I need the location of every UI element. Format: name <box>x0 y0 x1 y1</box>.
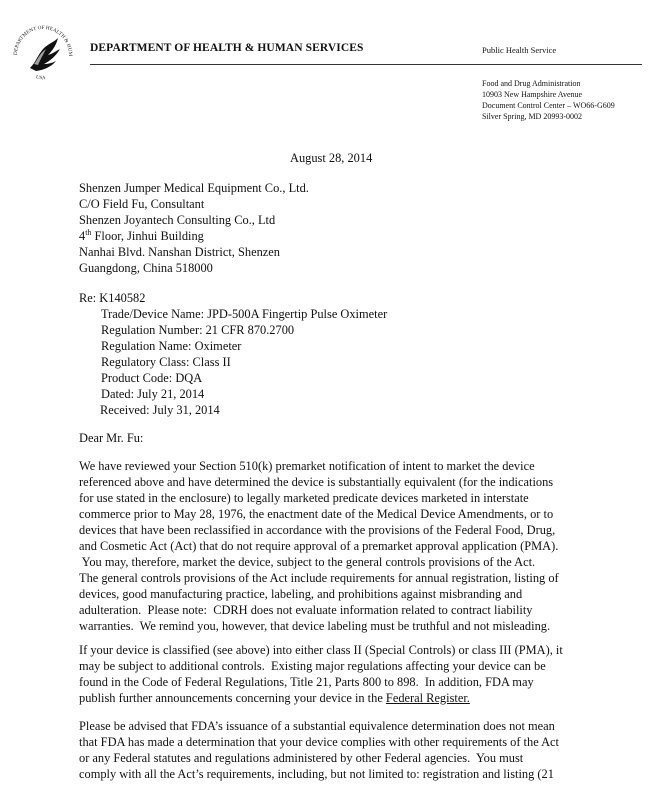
recipient-attention: C/O Field Fu, Consultant <box>79 197 205 211</box>
agency-name: Food and Drug Administration <box>482 79 581 88</box>
reference-block <box>79 290 387 418</box>
paragraph-line: comply with all the Act’s requirements, including, but not limited to: registration and listing (21 <box>79 767 554 781</box>
dated-line: Dated: July 21, 2014 <box>101 387 205 401</box>
paragraph-line: The general controls provisions of the Act include requirements for annual registration, listing of <box>79 571 559 585</box>
seal-text-top: DEPARTMENT OF HEALTH & HUM <box>12 24 74 57</box>
floor-building-name: Floor, Jinhui Building <box>91 229 204 243</box>
paragraph-line-prefix: publish further announcements concerning your device in the <box>79 691 386 705</box>
letter-date: August 28, 2014 <box>290 151 373 165</box>
svg-text:USA <box>35 75 46 81</box>
agency-mail-center: Document Control Center – WO66-G609 <box>482 101 615 110</box>
svg-text:DEPARTMENT OF HEALTH & HUMAN S <box>8 18 73 57</box>
paragraph-classification <box>79 642 589 706</box>
paragraph-line: You may, therefore, market the device, subject to the general controls provisions of the Act. <box>79 555 536 569</box>
reference-number: Re: K140582 <box>79 291 146 305</box>
recipient-address <box>79 180 309 276</box>
product-code: Product Code: DQA <box>101 371 203 385</box>
paragraph-line: for use stated in the enclosure) to legally marketed predicate devices marketed in interstate <box>79 491 529 505</box>
federal-register-link[interactable]: Federal Register. <box>385 691 470 705</box>
paragraph-line: and Cosmetic Act (Act) that do not require approval of a premarket approval application (PMA). <box>79 539 559 553</box>
paragraph-line: commerce prior to May 28, 1976, the enactment date of the Medical Device Amendments, or to <box>79 507 554 521</box>
paragraph-line: devices, good manufacturing practice, labeling, and prohibitions against misbranding and <box>79 587 523 601</box>
paragraph-line: Please be advised that FDA’s issuance of a substantial equivalence determination does not mean <box>79 719 555 733</box>
paragraph-line: or any Federal statutes and regulations administered by other Federal agencies. You must <box>79 751 524 765</box>
paragraph-equivalence <box>79 458 589 634</box>
paragraph-line: If your device is classified (see above) into either class II (Special Controls) or class III (PMA), it <box>79 643 563 657</box>
floor-number: 4 <box>79 229 86 243</box>
seal-text-bottom: USA <box>35 75 46 82</box>
letterhead-divider <box>90 64 642 65</box>
paragraph-line: referenced above and have determined the device is substantially equivalent (for the indications <box>79 475 554 489</box>
public-health-service-label: Public Health Service <box>482 45 557 55</box>
recipient-city: Guangdong, China 518000 <box>79 261 213 275</box>
hhs-seal-logo <box>8 18 78 88</box>
paragraph-line: warranties. We remind you, however, that device labeling must be truthful and not misleading. <box>79 619 551 633</box>
agency-address-block <box>482 78 615 122</box>
paragraph-line: found in the Code of Federal Regulations, Title 21, Parts 800 to 898. In addition, FDA may <box>79 675 534 689</box>
paragraph-line: may be subject to additional controls. Existing major regulations affecting your device can be <box>79 659 546 673</box>
regulatory-class: Regulatory Class: Class II <box>101 355 231 369</box>
salutation: Dear Mr. Fu: <box>79 431 144 445</box>
regulation-number: Regulation Number: 21 CFR 870.2700 <box>101 323 295 337</box>
recipient-street: Nanhai Blvd. Nanshan District, Shenzen <box>79 245 280 259</box>
paragraph-line: adulteration. Please note: CDRH does not evaluate information related to contract liability <box>79 603 533 617</box>
paragraph-line <box>79 690 589 706</box>
paragraph-line: We have reviewed your Section 510(k) premarket notification of intent to market the device <box>79 459 535 473</box>
eagle-profile-icon <box>30 38 60 71</box>
paragraph-advisory <box>79 718 589 782</box>
department-name: DEPARTMENT OF HEALTH & HUMAN SERVICES <box>90 42 364 54</box>
floor-ordinal: th <box>85 227 92 237</box>
recipient-company: Shenzen Jumper Medical Equipment Co., Ltd. <box>79 181 309 195</box>
recipient-consultancy: Shenzen Joyantech Consulting Co., Ltd <box>79 213 276 227</box>
recipient-building <box>79 228 309 244</box>
regulation-name: Regulation Name: Oximeter <box>101 339 242 353</box>
paragraph-line: that FDA has made a determination that your device complies with other requirements of the Act <box>79 735 560 749</box>
trade-device-name: Trade/Device Name: JPD-500A Fingertip Pulse Oximeter <box>101 307 388 321</box>
paragraph-line: devices that have been reclassified in accordance with the provisions of the Federal Food, Drug, <box>79 523 556 537</box>
agency-street: 10903 New Hampshire Avenue <box>482 90 583 99</box>
agency-city: Silver Spring, MD 20993-0002 <box>482 112 582 121</box>
received-line: Received: July 31, 2014 <box>100 403 220 417</box>
